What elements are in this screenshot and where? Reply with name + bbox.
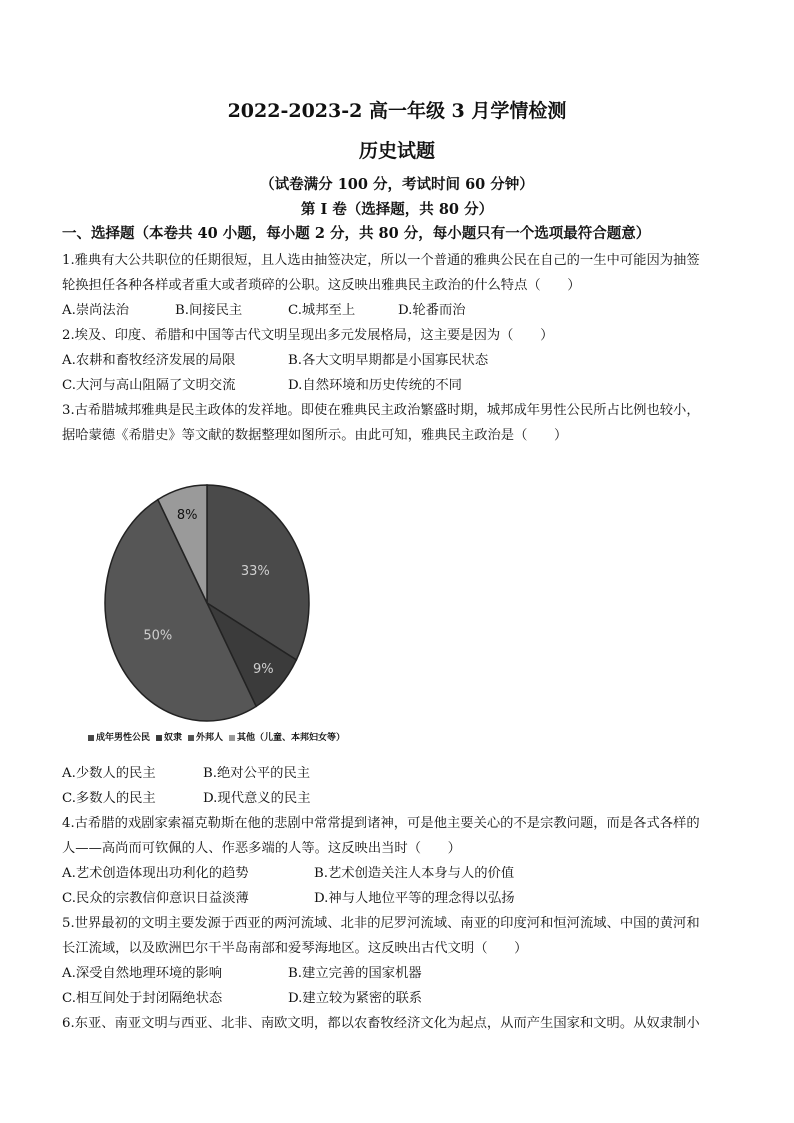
question-5-option-a: A.深受自然地理环境的影响 [62,966,223,981]
legend-label-1: 奴隶 [164,733,183,743]
question-5-line-1: 5.世界最初的文明主要发源于西亚的两河流域、北非的尼罗河流域、南亚的印度河和恒河流域、中国的黄河和 [62,916,700,931]
question-4-option-a: A.艺术创造体现出功利化的趋势 [62,866,249,881]
question-2-option-a: A.农耕和畜牧经济发展的局限 [62,353,236,368]
pie-label-3: 8% [176,507,198,523]
legend-swatch-3 [229,735,235,741]
question-3-option-b: B.绝对公平的民主 [203,766,311,781]
question-4-option-d: D.神与人地位平等的理念得以弘扬 [314,891,515,906]
exam-volume: 第 I 卷（选择题，共 80 分） [300,201,494,218]
pie-label-2: 50% [143,628,173,644]
question-5-option-c: C.相互间处于封闭隔绝状态 [62,991,223,1006]
question-5-line-2: 长江流域，以及欧洲巴尔干半岛南部和爱琴海地区。这反映出古代文明（ ） [62,941,528,956]
question-1-line-2: 轮换担任各种各样或者重大或者琐碎的公职。这反映出雅典民主政治的什么特点（ ） [62,278,581,293]
question-3-line-1: 3.古希腊城邦雅典是民主政体的发祥地。即使在雅典民主政治繁盛时期，城邦成年男性公民所占比例也较小， [62,403,700,418]
pie-label-1: 9% [252,662,274,678]
question-1-line-1: 1.雅典有大公共职位的任期很短，且人选由抽签决定，所以一个普通的雅典公民在自己的一生中可能因为抽签 [62,253,700,268]
legend-swatch-1 [156,735,162,741]
question-2-line-1: 2.埃及、印度、希腊和中国等古代文明呈现出多元发展格局，这主要是因为（ ） [62,328,554,343]
legend-label-0: 成年男性公民 [96,733,151,743]
question-4-line-2: 人——高尚而可钦佩的人、作恶多端的人等。这反映出当时（ ） [62,841,461,856]
chart-legend [88,730,351,743]
question-1-option-d: D.轮番而治 [398,303,466,318]
question-2-option-c: C.大河与高山阻隔了文明交流 [62,378,236,393]
exam-note: （试卷满分 100 分，考试时间 60 分钟） [260,176,534,193]
question-3-option-c: C.多数人的民主 [62,791,156,806]
question-1-option-c: C.城邦至上 [288,303,356,318]
question-4-line-1: 4.古希腊的戏剧家索福克勒斯在他的悲剧中常常提到诸神，可是他主要关心的不是宗教问题，而是各式各样的 [62,816,700,831]
question-5-option-b: B.建立完善的国家机器 [288,966,422,981]
question-1-option-b: B.间接民主 [175,303,243,318]
legend-label-2: 外邦人 [196,733,224,743]
exam-title: 2022-2023-2 高一年级 3 月学情检测 [227,100,567,122]
legend-swatch-2 [188,735,194,741]
question-2-option-b: B.各大文明早期都是小国寡民状态 [288,353,489,368]
pie-chart [64,452,364,752]
legend-item-3 [229,733,345,743]
question-3-option-d: D.现代意义的民主 [203,791,311,806]
question-3-line-2: 据哈蒙德《希腊史》等文献的数据整理如图所示。由此可知，雅典民主政治是（ ） [62,428,568,443]
legend-item-0 [88,733,150,743]
question-4-option-b: B.艺术创造关注人本身与人的价值 [314,866,515,881]
question-6-line-1: 6.东亚、南亚文明与西亚、北非、南欧文明，都以农畜牧经济文化为起点，从而产生国家和文明。从奴隶制小 [62,1016,700,1031]
section-heading: 一、选择题（本卷共 40 小题，每小题 2 分，共 80 分，每小题只有一个选项最符合题意） [62,225,651,242]
pie-label-0: 33% [240,563,270,579]
legend-swatch-0 [88,735,94,741]
question-2-option-d: D.自然环境和历史传统的不同 [288,378,462,393]
question-1-option-a: A.崇尚法治 [62,303,130,318]
question-4-option-c: C.民众的宗教信仰意识日益淡薄 [62,891,249,906]
question-3-option-a: A.少数人的民主 [62,766,156,781]
exam-subject: 历史试题 [358,140,435,162]
legend-item-2 [188,733,223,743]
question-5-option-d: D.建立较为紧密的联系 [288,991,423,1006]
legend-item-1 [156,733,182,743]
legend-label-3: 其他（儿童、本邦妇女等） [237,733,346,743]
